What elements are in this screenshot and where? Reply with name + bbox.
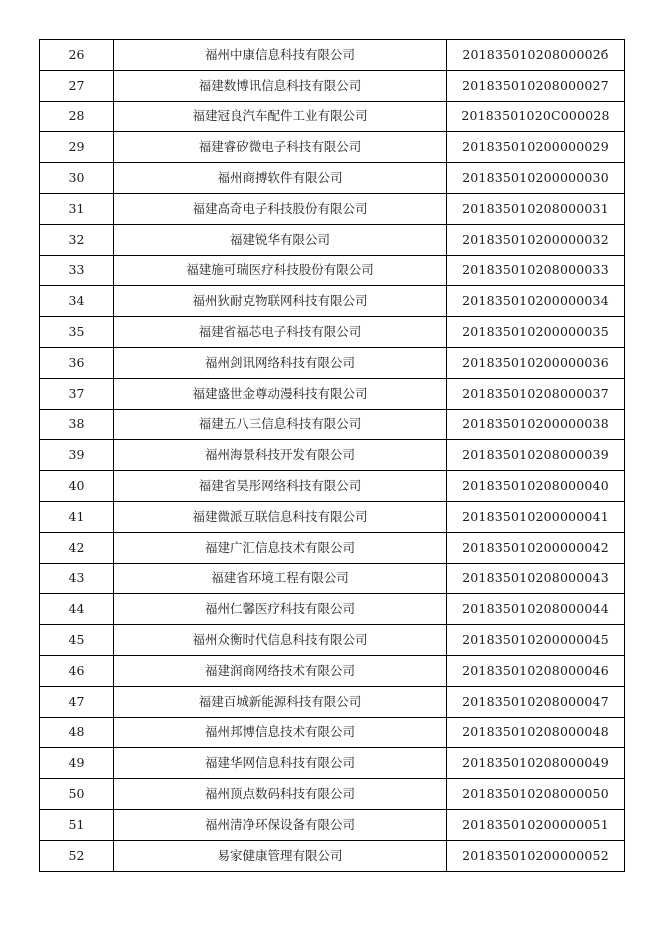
company-name-cell: 福建微派互联信息科技有限公司 — [114, 501, 447, 532]
company-name-cell: 福建锐华有限公司 — [114, 224, 447, 255]
registration-code-cell: 20183501020800002б — [447, 40, 625, 71]
row-number-cell: 50 — [40, 779, 114, 810]
company-name-cell: 福州仁馨医疗科技有限公司 — [114, 594, 447, 625]
row-number-cell: 44 — [40, 594, 114, 625]
row-number-cell: 30 — [40, 163, 114, 194]
row-number-cell: 38 — [40, 409, 114, 440]
row-number-cell: 29 — [40, 132, 114, 163]
company-name-cell: 福建五八三信息科技有限公司 — [114, 409, 447, 440]
row-number-cell: 49 — [40, 748, 114, 779]
company-name-cell: 福建盛世金尊动漫科技有限公司 — [114, 378, 447, 409]
table-row — [40, 563, 625, 594]
row-number-cell: 41 — [40, 501, 114, 532]
company-name-cell: 福州商搏软件有限公司 — [114, 163, 447, 194]
registration-code-cell: 201835010208000039 — [447, 440, 625, 471]
registration-code-cell: 201835010208000047 — [447, 686, 625, 717]
table-row — [40, 655, 625, 686]
company-name-cell: 福建施可瑞医疗科技股份有限公司 — [114, 255, 447, 286]
row-number-cell: 31 — [40, 193, 114, 224]
table-row — [40, 717, 625, 748]
row-number-cell: 39 — [40, 440, 114, 471]
table-row — [40, 286, 625, 317]
registration-code-cell: 201835010208000048 — [447, 717, 625, 748]
row-number-cell: 37 — [40, 378, 114, 409]
registration-code-cell: 201835010200000032 — [447, 224, 625, 255]
table-row — [40, 193, 625, 224]
row-number-cell: 47 — [40, 686, 114, 717]
registration-code-cell: 201835010200000035 — [447, 317, 625, 348]
company-name-cell: 福建华网信息科技有限公司 — [114, 748, 447, 779]
table-row — [40, 347, 625, 378]
row-number-cell: 32 — [40, 224, 114, 255]
row-number-cell: 42 — [40, 532, 114, 563]
registration-code-cell: 201835010200000029 — [447, 132, 625, 163]
registration-code-cell: 201835010208000033 — [447, 255, 625, 286]
registration-code-cell: 20183501020C000028 — [447, 101, 625, 132]
registration-code-cell: 201835010208000040 — [447, 471, 625, 502]
table-row — [40, 501, 625, 532]
table-row — [40, 625, 625, 656]
table-row — [40, 70, 625, 101]
row-number-cell: 52 — [40, 840, 114, 871]
company-name-cell: 福建冠良汽车配件工业有限公司 — [114, 101, 447, 132]
company-name-cell: 福州剑讯网络科技有限公司 — [114, 347, 447, 378]
company-name-cell: 福州众衡时代信息科技有限公司 — [114, 625, 447, 656]
company-name-cell: 福州海景科技开发有限公司 — [114, 440, 447, 471]
table-row — [40, 40, 625, 71]
table-row — [40, 224, 625, 255]
company-name-cell: 福州中康信息科技有限公司 — [114, 40, 447, 71]
company-name-cell: 福建睿矽微电子科技有限公司 — [114, 132, 447, 163]
registration-code-cell: 201835010200000030 — [447, 163, 625, 194]
table-row — [40, 440, 625, 471]
table-row — [40, 779, 625, 810]
registration-code-cell: 201835010200000036 — [447, 347, 625, 378]
company-name-cell: 福州狄耐克物联网科技有限公司 — [114, 286, 447, 317]
table-row — [40, 409, 625, 440]
company-list-body — [40, 40, 625, 872]
row-number-cell: 40 — [40, 471, 114, 502]
table-row — [40, 471, 625, 502]
registration-code-cell: 201835010208000044 — [447, 594, 625, 625]
table-row — [40, 255, 625, 286]
registration-code-cell: 201835010200000051 — [447, 809, 625, 840]
row-number-cell: 48 — [40, 717, 114, 748]
table-row — [40, 132, 625, 163]
company-name-cell: 福建高奇电子科技股份有限公司 — [114, 193, 447, 224]
table-row — [40, 748, 625, 779]
table-row — [40, 594, 625, 625]
table-row — [40, 532, 625, 563]
row-number-cell: 51 — [40, 809, 114, 840]
registration-code-cell: 201835010208000046 — [447, 655, 625, 686]
row-number-cell: 28 — [40, 101, 114, 132]
registration-code-cell: 201835010200000042 — [447, 532, 625, 563]
table-row — [40, 809, 625, 840]
row-number-cell: 46 — [40, 655, 114, 686]
company-name-cell: 福建省福芯电子科技有限公司 — [114, 317, 447, 348]
company-name-cell: 福建广汇信息技术有限公司 — [114, 532, 447, 563]
table-row — [40, 317, 625, 348]
company-list-table — [39, 39, 625, 872]
registration-code-cell: 201835010200000038 — [447, 409, 625, 440]
registration-code-cell: 201835010208000049 — [447, 748, 625, 779]
table-row — [40, 163, 625, 194]
registration-code-cell: 201835010208000031 — [447, 193, 625, 224]
row-number-cell: 35 — [40, 317, 114, 348]
company-name-cell: 福建润商网络技术有限公司 — [114, 655, 447, 686]
company-name-cell: 福建省环境工程有限公司 — [114, 563, 447, 594]
table-row — [40, 378, 625, 409]
company-name-cell: 福州清净环保设备有限公司 — [114, 809, 447, 840]
registration-code-cell: 201835010208000027 — [447, 70, 625, 101]
table-row — [40, 101, 625, 132]
row-number-cell: 33 — [40, 255, 114, 286]
table-row — [40, 686, 625, 717]
company-name-cell: 福州顶点数码科技有限公司 — [114, 779, 447, 810]
registration-code-cell: 201835010200000052 — [447, 840, 625, 871]
registration-code-cell: 201835010208000043 — [447, 563, 625, 594]
registration-code-cell: 201835010208000050 — [447, 779, 625, 810]
company-name-cell: 易家健康管理有限公司 — [114, 840, 447, 871]
company-name-cell: 福建数博讯信息科技有限公司 — [114, 70, 447, 101]
registration-code-cell: 201835010208000037 — [447, 378, 625, 409]
table-row — [40, 840, 625, 871]
company-name-cell: 福建百城新能源科技有限公司 — [114, 686, 447, 717]
row-number-cell: 43 — [40, 563, 114, 594]
company-name-cell: 福建省昊彤网络科技有限公司 — [114, 471, 447, 502]
row-number-cell: 26 — [40, 40, 114, 71]
company-name-cell: 福州邦博信息技术有限公司 — [114, 717, 447, 748]
row-number-cell: 45 — [40, 625, 114, 656]
registration-code-cell: 201835010200000041 — [447, 501, 625, 532]
row-number-cell: 34 — [40, 286, 114, 317]
row-number-cell: 36 — [40, 347, 114, 378]
row-number-cell: 27 — [40, 70, 114, 101]
registration-code-cell: 201835010200000045 — [447, 625, 625, 656]
registration-code-cell: 201835010200000034 — [447, 286, 625, 317]
